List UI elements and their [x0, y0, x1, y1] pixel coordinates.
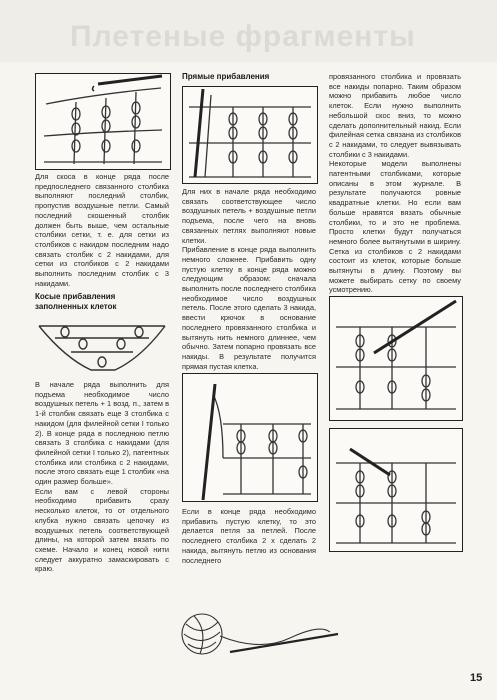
- triangle-increase-illustration: [35, 318, 169, 376]
- yarn-ball-decoration: [170, 608, 340, 660]
- page-header-title: Плетеные фрагменты: [70, 20, 416, 53]
- col2-paragraph-1: Для них в начале ряда необходимо связать соответствующее число воздушных петель + воздушные петли подъема, после чего на вновь связанных петлях выполняют новые клетки. Прибавление в конце ряда выполнить немного сложнее. Прибавить одну пустую клетку в конце ряда можно следующим образом: сначала выполнить после последнего столбика необходимое число воздушных петель. После этого сделать 3 накида, ввести крючок в основание последнего провязанного столбика и вытянуть нить немного длиннее, чем обычно. Затем попарно провязать все накиды. В результате получится прямая пустая клетка.: [182, 187, 316, 371]
- col1-paragraph-2: В начале ряда выполнить для подъема необходимое число воздушных петель + 1 возд. п., затем в 1-й столбик связать еще 3 столбика с накидом (для филейной сетки I только 2). В конце ряда в последнюю петлю связать 3 столбика с накидами (для филейной сетки I только 2), патентных столбика или столбика с 2 накидами, после этого связать еще 1 столбик «на один размер больше». Если вам с левой стороны необходимо прибавить сразу несколько клеток, то от отдельного клубка нужно связать цепочку из воздушных петель соответствующей длины, на которой затем вязать по схеме. Начало и конец новой нити следует аккуратно замаскировать с краю.: [35, 380, 169, 574]
- header-band: [0, 0, 497, 62]
- empty-cell-increase-illustration: [183, 374, 317, 501]
- figure-skew-edge: [35, 73, 171, 170]
- figure-empty-cell-increase: [182, 373, 318, 502]
- figure-straight-increase: [182, 86, 318, 184]
- col1-paragraph-1: Для скоса в конце ряда после предпоследнего связанного столбика выполняют последний столбик, пропустив воздушные петли. Самый последний скошенный столбик должен быть выше, чем остальные столбики сетки, т. е. для сетки из столбиков с накидом последним надо связать столбик с 2 накидами, для сетки из столбиков с 2 накидами выполнить последним столбик с 3 накидами.: [35, 172, 169, 288]
- straight-increase-illustration: [183, 87, 317, 183]
- skew-edge-illustration: [36, 74, 170, 169]
- page-number: 15: [470, 672, 483, 684]
- col3-paragraph-1: провязанного столбика и провязать все накиды попарно. Таким образом можно прибавить любое число клеток. Если нужно выполнить небольшой скос вниз, то можно сделать дополнительный накид. Если филейная сетка связана из столбиков с 2 накидами, то следует вывязывать столбики с 3 накидами. Некоторые модели выполнены патентными столбиками, которые описаны в этом журнале. В результате получаются ровные квадратные клетки. Но если вам больше нравятся вязать обычные столбики, то и это не проблема. Просто клетки будут получаться немного более вытянутыми в ширину. Сетка из столбиков с 2 накидами состоит из клеток, которые больше вытянуты в длину. Поэтому вы можете выбирать сетку по своему усмотрению.: [329, 72, 461, 295]
- hook-through-base-illustration-2: [330, 429, 462, 551]
- col2-paragraph-2: Если в конце ряда необходимо прибавить пустую клетку, то это делается петля за петлей. После последнего столбика 2 х сделать 2 накида, вытянуть петлю из основания последнего: [182, 507, 316, 565]
- yarn-ball-icon: [170, 608, 340, 660]
- figure-triangle-increase: [35, 318, 169, 376]
- hook-through-base-illustration-1: [330, 297, 462, 420]
- col1-heading: Косые прибавления заполненных клеток: [35, 292, 117, 311]
- figure-hook-through-base-2: [329, 428, 463, 552]
- col2-heading: Прямые прибавления: [182, 72, 270, 81]
- figure-hook-through-base-1: [329, 296, 463, 421]
